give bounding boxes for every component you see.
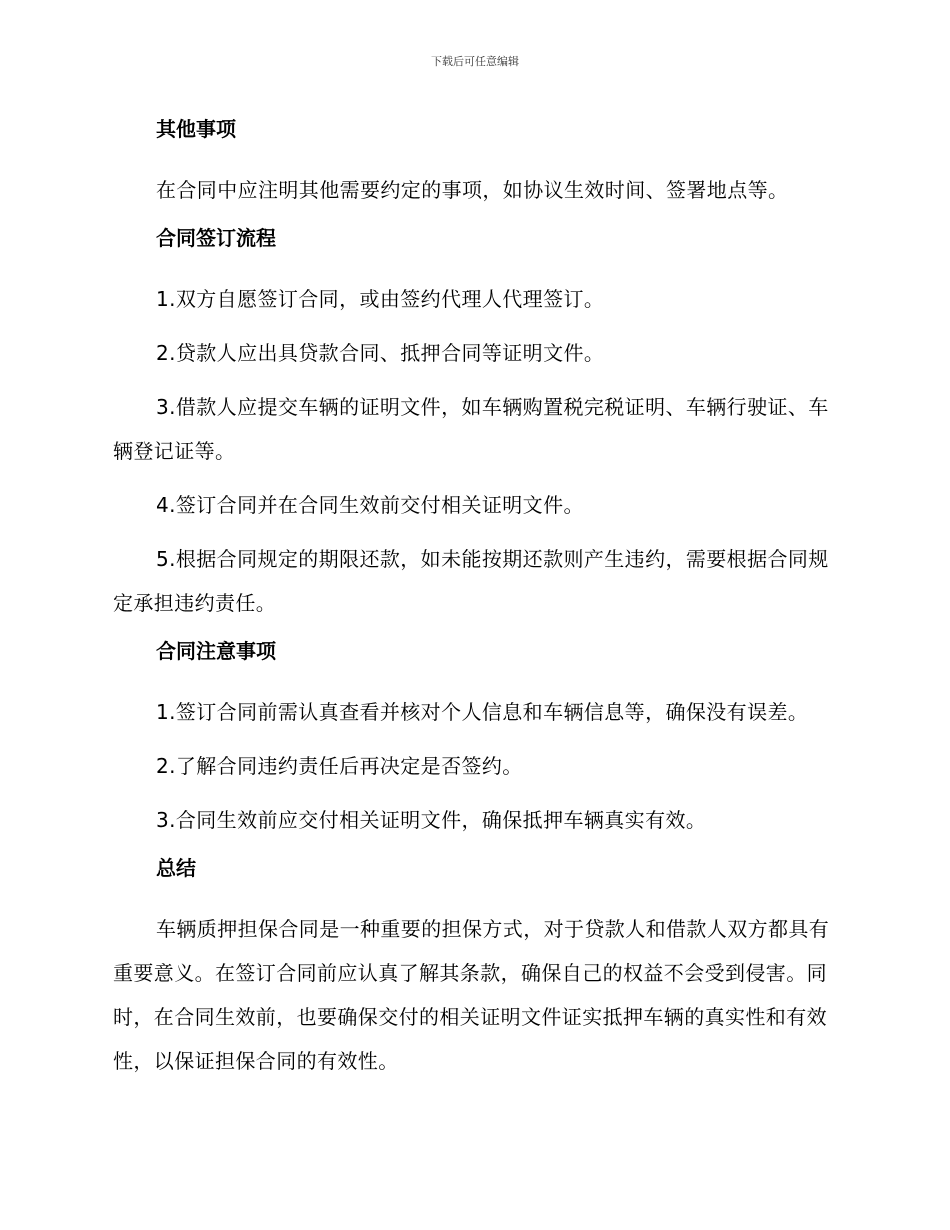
list-item: 5.根据合同规定的期限还款，如未能按期还款则产生违约，需要根据合同规定承担违约责任。 [113,547,829,615]
list-item: 3.合同生效前应交付相关证明文件，确保抵押车辆真实有效。 [156,808,707,832]
section-heading-other: 其他事项 [156,117,236,141]
list-item: 2.了解合同违约责任后再决定是否签约。 [156,754,523,778]
paragraph: 在合同中应注明其他需要约定的事项，如协议生效时间、签署地点等。 [156,178,789,202]
section-heading-notes: 合同注意事项 [156,639,276,663]
list-item: 2.贷款人应出具贷款合同、抵押合同等证明文件。 [156,341,605,365]
list-item: 4.签订合同并在合同生效前交付相关证明文件。 [156,493,584,517]
page-header: 下载后可任意编辑 [431,55,519,68]
paragraph: 车辆质押担保合同是一种重要的担保方式，对于贷款人和借款人双方都具有重要意义。在签订合同前应认真了解其条款，确保自己的权益不会受到侵害。同时，在合同生效前，也要确保交付的相关证明文件证实抵押车辆的真实性和有效性，以保证担保合同的有效性。 [113,917,830,1073]
section-heading-summary: 总结 [156,856,196,880]
document-body [113,113,833,1083]
section-heading-process: 合同签订流程 [156,226,276,250]
list-item: 1.双方自愿签订合同，或由签约代理人代理签订。 [156,287,605,311]
list-item: 3.借款人应提交车辆的证明文件，如车辆购置税完税证明、车辆行驶证、车辆登记证等。 [113,395,829,463]
list-item: 1.签订合同前需认真查看并核对个人信息和车辆信息等，确保没有误差。 [156,700,809,724]
